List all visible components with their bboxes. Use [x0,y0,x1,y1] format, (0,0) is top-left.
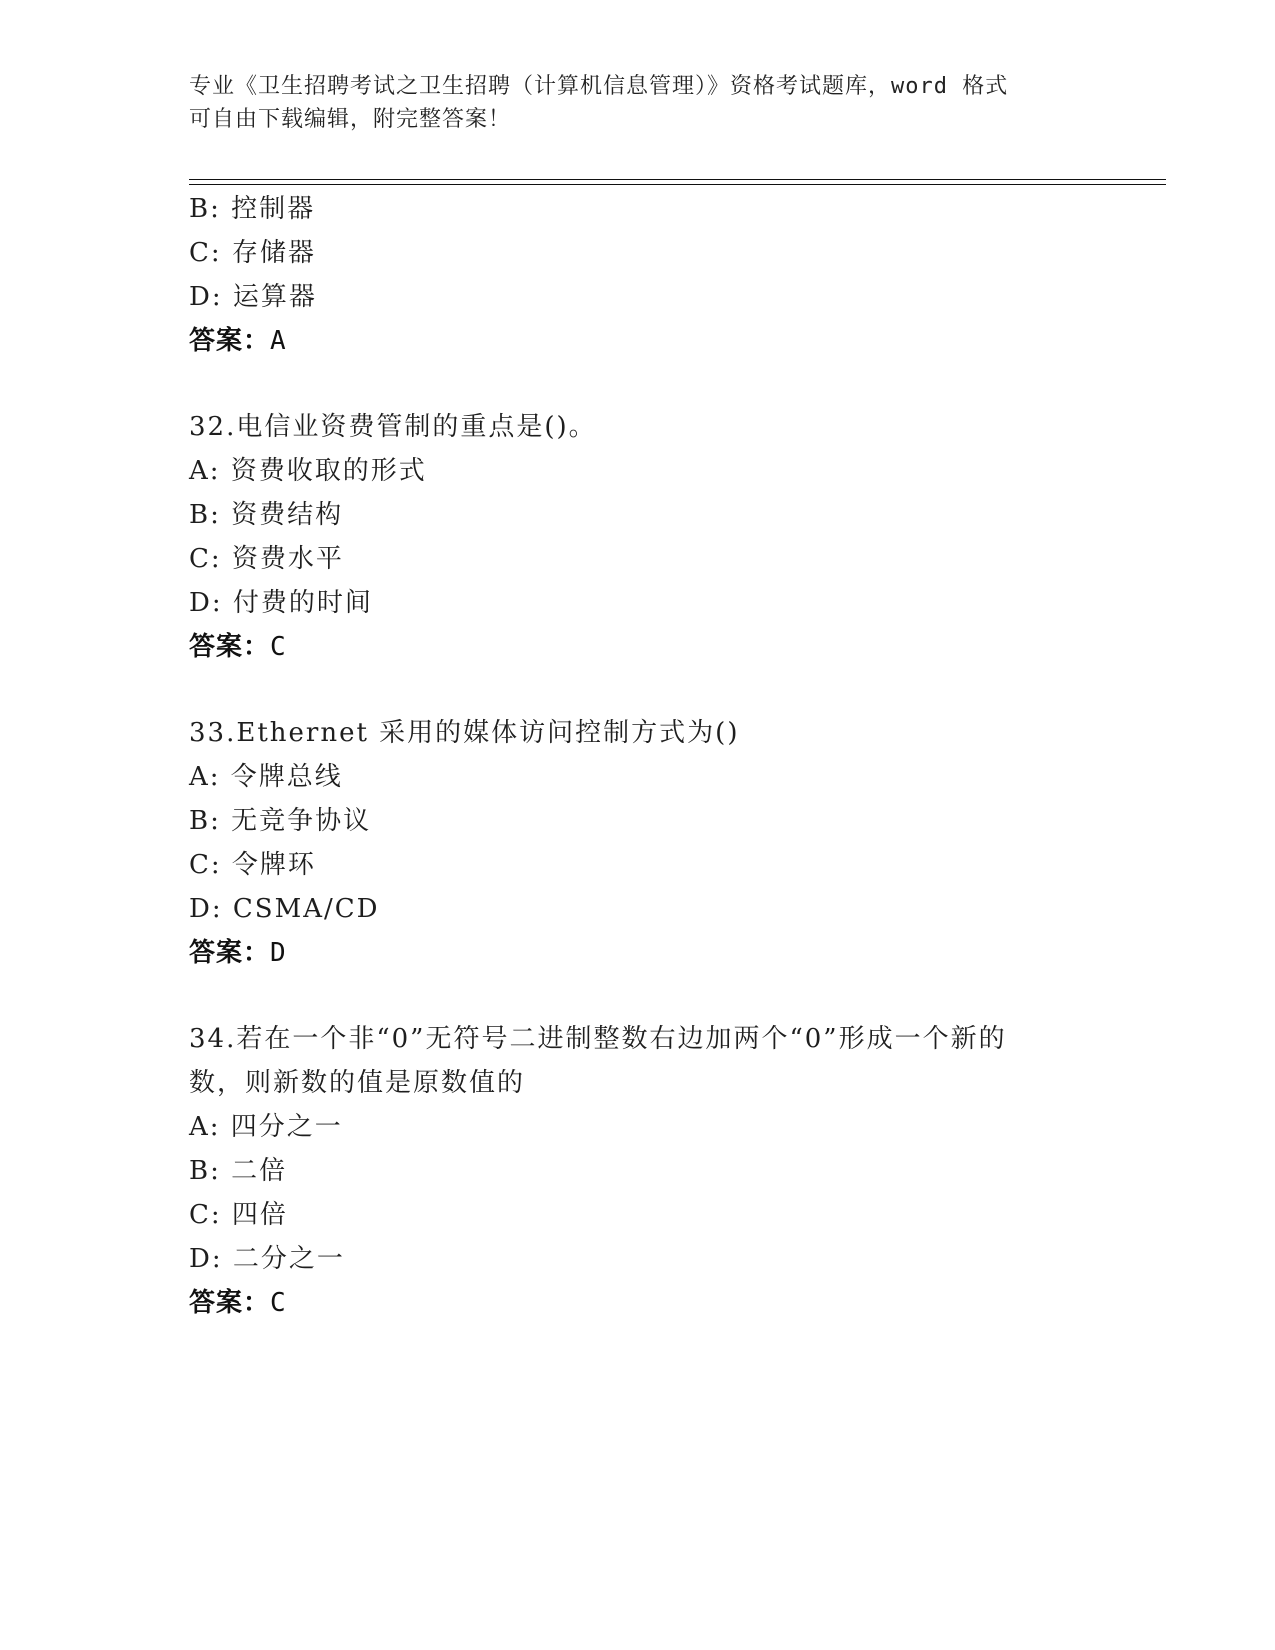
q34-answer [189,1287,287,1319]
q32-answer [189,631,287,663]
q32-stem: 32.电信业资费管制的重点是()。 [189,412,597,442]
q34-option-d: D: 二分之一 [189,1244,345,1274]
q34-option-a: A: 四分之一 [189,1112,343,1142]
answer-label: 答案： [189,632,271,662]
header-line-1: 专业《卫生招聘考试之卫生招聘（计算机信息管理）》资格考试题库，word 格式 [189,74,1009,99]
q33-option-b: B: 无竞争协议 [189,806,372,836]
header-line-2: 可自由下载编辑，附完整答案！ [189,107,512,132]
answer-label: 答案： [189,326,271,356]
answer-value: C [270,1288,287,1318]
q33-option-c: C: 令牌环 [189,850,316,880]
header-divider-bottom [189,184,1166,185]
q32-option-c: C: 资费水平 [189,544,344,574]
q33-stem: 33.Ethernet 采用的媒体访问控制方式为() [189,718,740,748]
answer-value: A [270,326,287,356]
q34-option-b: B: 二倍 [189,1156,288,1186]
header-divider-top [189,179,1166,180]
q33-answer [189,937,287,969]
document-header [189,70,1089,136]
answer-label: 答案： [189,938,271,968]
q31-option-c: C: 存储器 [189,238,316,268]
answer-value: D [270,938,287,968]
q34-stem-line-1: 34.若在一个非“0”无符号二进制整数右边加两个“0”形成一个新的 [189,1024,1007,1054]
q33-option-d: D: CSMA/CD [189,894,380,924]
q31-option-b: B: 控制器 [189,194,316,224]
q34-option-c: C: 四倍 [189,1200,288,1230]
answer-label: 答案： [189,1288,271,1318]
q34-stem-line-2: 数，则新数的值是原数值的 [189,1068,526,1098]
answer-value: C [270,632,287,662]
q31-option-d: D: 运算器 [189,282,317,312]
q32-option-d: D: 付费的时间 [189,588,373,618]
q33-option-a: A: 令牌总线 [189,762,343,792]
q32-option-a: A: 资费收取的形式 [189,456,427,486]
q31-answer [189,325,287,357]
q32-option-b: B: 资费结构 [189,500,344,530]
